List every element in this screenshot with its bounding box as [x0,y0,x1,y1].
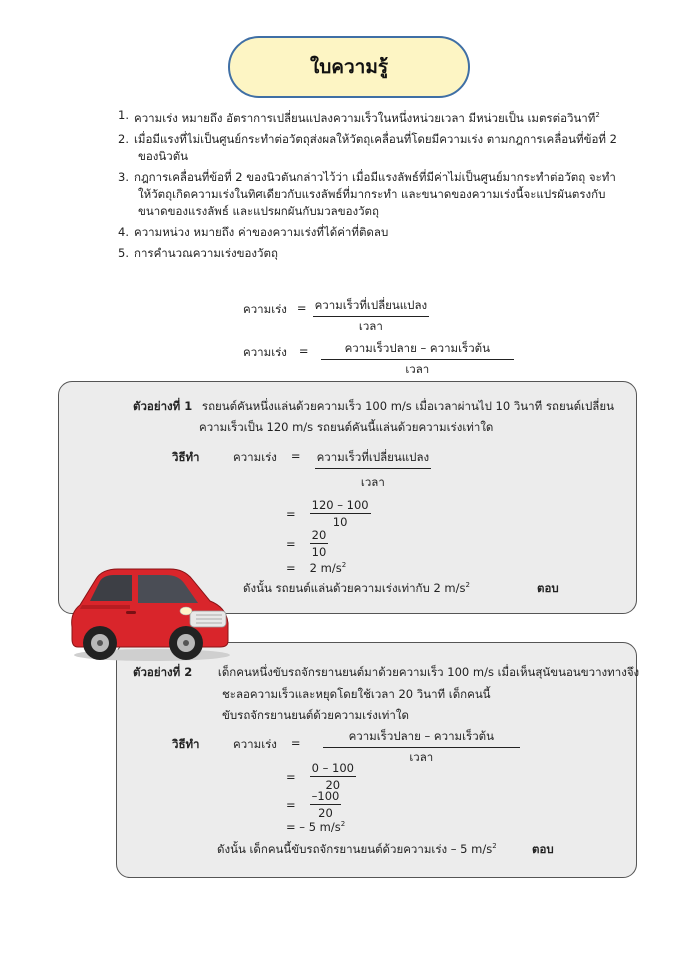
knowledge-list [118,107,618,266]
method-label: วิธีทำ [172,450,200,464]
list-item: 1. ความเร่ง หมายถึง อัตราการเปลี่ยนแปลงความเร็วในหนึ่งหน่วยเวลา มีหน่วยเป็น เมตรต่อวินาที$^2$ [118,108,600,125]
example-1-step-2: = $\frac{20}{10}$ [286,528,327,559]
example-2-conclusion: ดังนั้น เด็กคนนี้ขับรถจักรยานยนต์ด้วยความเร่ง – 5 $m/s^2$ [217,842,497,856]
fraction: $\frac{\text{ความเร็วที่เปลี่ยนแปลง}}{\text{เวลา}}$ [316,450,430,489]
example-1-text: ตัวอย่างที่ 1 รถยนต์คันหนึ่งแล่นด้วยความเร็ว 100 m/s เมื่อเวลาผ่านไป 10 วินาที รถยนต์เปลี่ยน [133,399,614,413]
example-1-step-1: = $\frac{120 - 100}{10}$ [286,498,369,529]
answer-label: ตอบ [532,842,554,856]
example-2-step-1: = $\frac{0 - 100}{20}$ [286,761,354,792]
example-1-formula: ความเร่ง = $\frac{\text{ความเร็วที่เปลี่ยนแปลง}}{\text{เวลา}}$ [233,449,431,492]
formula-final-initial-velocity: ความเร่ง = $\frac{\text{ความเร็วปลาย – ความเร็วต้น}}{\text{เวลา}}$ [243,340,514,379]
title-banner [228,36,470,98]
fraction: $\frac{\text{ความเร็วที่เปลี่ยนแปลง}}{\text{เวลา}}$ [314,298,428,333]
fraction: $\frac{20}{10}$ [311,528,327,559]
example-1-step-3: = 2 $m/s^2$ [286,561,347,575]
answer-label: ตอบ [537,581,559,595]
list-item: 3. กฎการเคลื่อนที่ข้อที่ 2 ของนิวตันกล่าวไว้ว่า เมื่อมีแรงลัพธ์ที่มีค่าไม่เป็นศูนย์มากระทำต่อวัตถุ จะทำ ให้วัตถุเกิดความเร่งในทิศเดียวกับแรงลัพธ์ที่มากระทำ และขนาดของความเร่งนี้จะแปรผันตรงกับ ขนาดของแรงลัพธ์ และแปรผกผันกับมวลของวัตถุ [118,169,616,218]
list-item: 5. การคำนวณความเร่งของวัตถุ [118,245,278,260]
fraction: $\frac{\text{ความเร็วปลาย – ความเร็วต้น}}{\text{เวลา}}$ [321,340,514,379]
example-2-text-line3: ขับรถจักรยานยนต์ด้วยความเร่งเท่าใด [222,708,409,722]
red-car-icon [66,565,232,663]
example-2-text: ตัวอย่างที่ 2 เด็กคนหนึ่งขับรถจักรยานยนต์มาด้วยความเร็ว 100 m/s เมื่อเห็นสุนัขนอนขวางทางจึง [133,665,640,679]
page-title: ใบความรู้ [309,56,389,78]
example-1-conclusion: ดังนั้น รถยนต์แล่นด้วยความเร่งเท่ากับ 2 $m/s^2$ [243,581,470,595]
example-2-step-3: = – 5 $m/s^2$ [286,820,346,834]
fraction: $\frac{\text{ความเร็วปลาย – ความเร็วต้น}}{\text{เวลา}}$ [323,728,520,767]
example-2-step-2: = $\frac{-100}{20}$ [286,789,340,820]
example-2-text-line2: ชะลอความเร็วและหยุดโดยใช้เวลา 20 วินาที เด็กคนนี้ [222,687,491,701]
fraction: $\frac{120 - 100}{10}$ [311,498,369,529]
fraction: $\frac{0 - 100}{20}$ [311,761,354,792]
fraction: $\frac{-100}{20}$ [311,789,340,820]
example-1-text-line2: ความเร็วเป็น 120 m/s รถยนต์คันนี้แล่นด้วยความเร่งเท่าใด [199,420,494,434]
method-label: วิธีทำ [172,737,200,751]
example-2-formula: ความเร่ง = $\frac{\text{ความเร็วปลาย – ความเร็วต้น}}{\text{เวลา}}$ [233,728,520,767]
formula-change-velocity: ความเร่ง = $\frac{\text{ความเร็วที่เปลี่ยนแปลง}}{\text{เวลา}}$ [243,297,429,336]
list-item: 2. เมื่อมีแรงที่ไม่เป็นศูนย์กระทำต่อวัตถุส่งผลให้วัตถุเคลื่อนที่โดยมีความเร่ง ตามกฎการเคลื่อนที่ข้อที่ 2 ของนิวตัน [118,131,617,163]
list-item: 4. ความหน่วง หมายถึง ค่าของความเร่งที่ได้ค่าที่ติดลบ [118,224,389,239]
